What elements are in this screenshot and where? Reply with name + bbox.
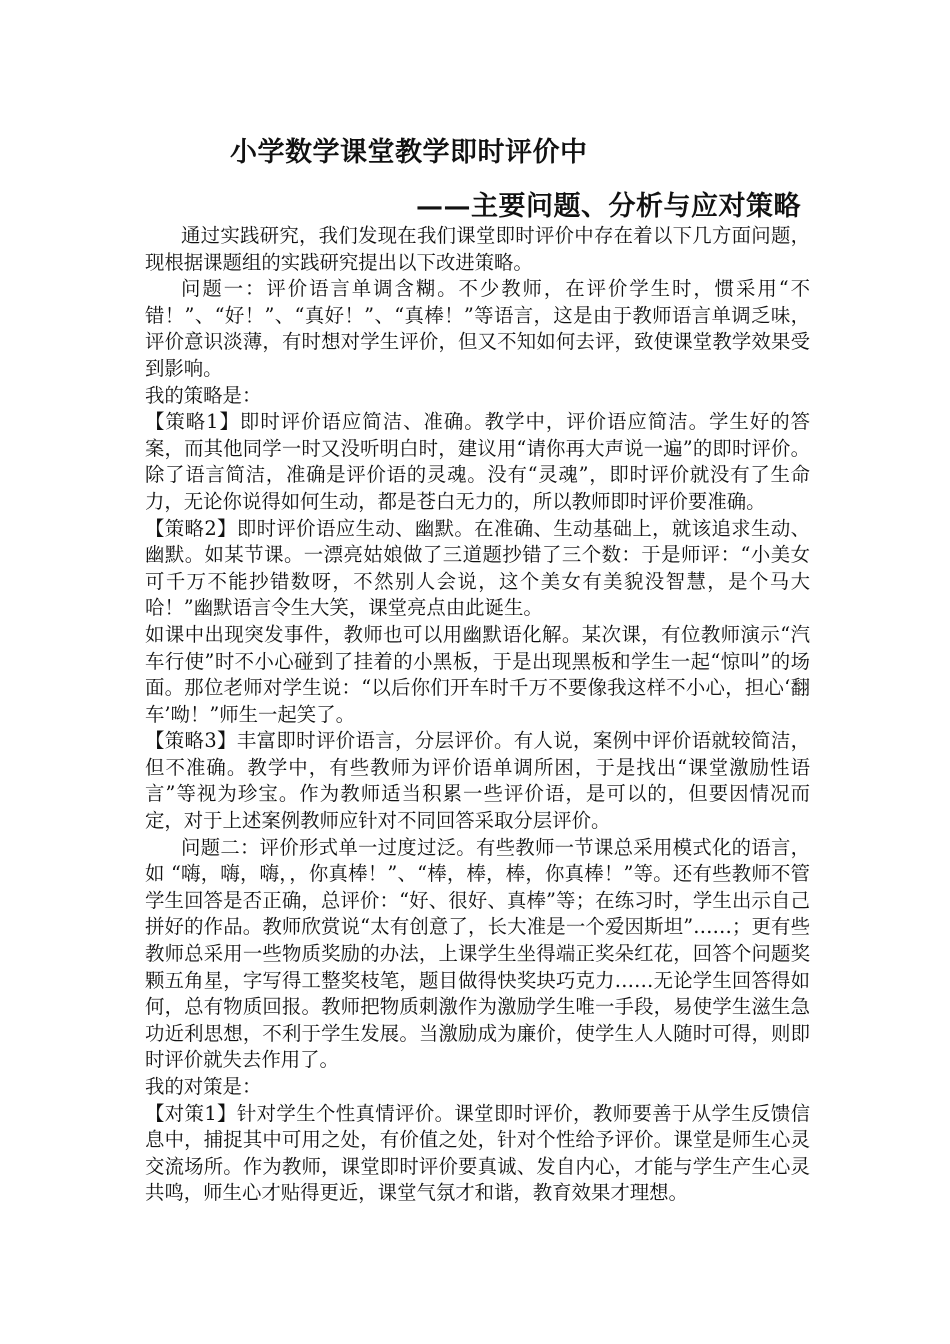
problem-one-paragraph: 问题一：评价语言单调含糊。不少教师，在评价学生时，惯采用“不错！”、“好！”、“真好！”、“真棒！”等语言，这是由于教师语言单调乏味，评价意识淡薄，有时想对学生评价，但又不知如何去评，致使课堂教学效果受到影响。	[145, 277, 810, 380]
strategy-1-paragraph: 【策略1】即时评价语应简洁、准确。教学中，评价语应简洁。学生好的答案，而其他同学一时又没听明白时，建议用“请你再大声说一遍”的即时评价。除了语言简洁，准确是评价语的灵魂。没有“灵魂”，即时评价就没有了生命力，无论你说得如何生动，都是苍白无力的，所以教师即时评价要准确。	[145, 410, 810, 513]
intro-paragraph: 通过实践研究，我们发现在我们课堂即时评价中存在着以下几方面问题，现根据课题组的实践研究提出以下改进策略。	[145, 224, 810, 274]
document-title: 小学数学课堂教学即时评价中	[230, 137, 588, 168]
strategy-2-example-paragraph: 如课中出现突发事件，教师也可以用幽默语化解。某次课，有位教师演示“汽车行使”时不小心碰到了挂着的小黑板，于是出现黑板和学生一起“惊叫”的场面。那位老师对学生说：“以后你们开车时千万不要像我这样不小心，担心‘翻车’呦！”师生一起笑了。	[145, 622, 810, 726]
problem-two-paragraph: 问题二：评价形式单一过度过泛。有些教师一节课总采用模式化的语言，如 “嗨，嗨，嗨，，你真棒！”、“棒，棒，棒，你真棒！”等。还有些教师不管学生回答是否正确，总评价：“好、很好、真棒”等；在练习时，学生出示自己拼好的作品。教师欣赏说“太有创意了，长大准是一个爱因斯坦”……；更有些教师总采用一些物质奖励的办法，上课学生坐得端正奖朵红花，回答个问题奖颗五角星，字写得工整奖枝笔，题目做得快奖块巧克力……无论学生回答得如何，总有物质回报。教师把物质刺激作为激励学生唯一手段，易使学生滋生急功近利思想，不利于学生发展。当激励成为廉价，使学生人人随时可得，则即时评价就失去作用了。	[145, 835, 810, 1072]
document-subtitle: ——主要问题、分析与应对策略	[416, 191, 801, 222]
countermeasure-1-paragraph: 【对策1】针对学生个性真情评价。课堂即时评价，教师要善于从学生反馈信息中，捕捉其中可用之处，有价值之处，针对个性给予评价。课堂是师生心灵交流场所。作为教师，课堂即时评价要真诚、发自内心，才能与学生产生心灵共鸣，师生心才贴得更近，课堂气氛才和谐，教育效果才理想。	[145, 1101, 810, 1205]
strategy-2-paragraph: 【策略2】即时评价语应生动、幽默。在准确、生动基础上，就该追求生动、幽默。如某节课。一漂亮姑娘做了三道题抄错了三个数：于是师评：“小美女可千万不能抄错数呀，不然别人会说，这个美女有美貌没智慧，是个马大哈！”幽默语言令生大笑，课堂亮点由此诞生。	[145, 516, 810, 620]
strategy-heading: 我的策略是：	[145, 383, 262, 407]
strategy-3-paragraph: 【策略3】丰富即时评价语言，分层评价。有人说，案例中评价语就较简洁，但不准确。教学中，有些教师为评价语单调所困，于是找出“课堂激励性语言”等视为珍宝。作为教师适当积累一些评价语，是可以的，但要因情况而定，对于上述案例教师应针对不同回答采取分层评价。	[145, 729, 810, 833]
document-body	[145, 223, 810, 1207]
countermeasure-heading: 我的对策是：	[145, 1075, 262, 1098]
